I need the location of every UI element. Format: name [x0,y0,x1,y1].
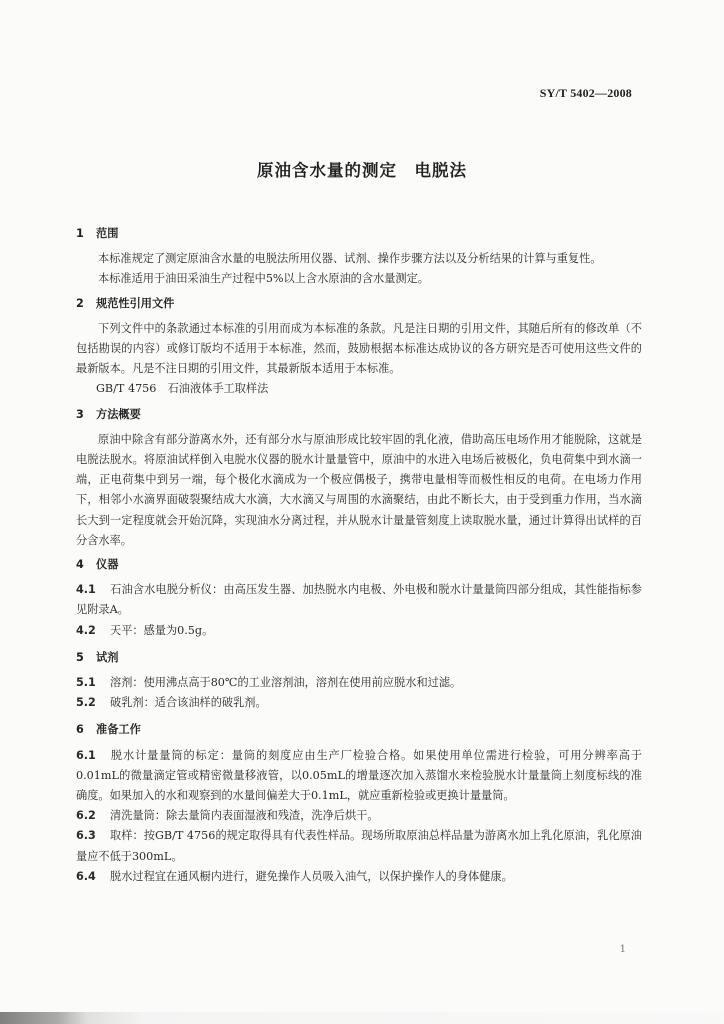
clause-text: 取样：按GB/T 4756的规定取得具有代表性样品。现场所取原油总样品量为游离水加上乳化原油，乳化原油量应不低于300mL。 [76,829,642,863]
clause-text: 天平：感量为0.5g。 [110,623,214,637]
page-number: 1 [619,944,626,955]
clause-item [76,693,642,713]
clause-number: 6.1 [76,748,96,762]
section-number: 3 [76,407,84,421]
section-heading-apparatus [76,555,642,575]
clause-text: 清洗量筒：除去量筒内表面湿液和残渣，洗净后烘干。 [110,809,379,823]
clause-text: 脱水过程宜在通风橱内进行，避免操作人员吸入油气，以保护操作人的身体健康。 [110,869,513,883]
clause-number: 6.4 [76,869,96,883]
clause-number: 4.1 [76,583,96,597]
document-body [76,222,642,887]
clause-item [76,621,642,641]
clause-item [76,580,642,620]
section-title: 方法概要 [96,407,141,421]
section-title: 规范性引用文件 [96,296,175,310]
section-number: 5 [76,650,84,664]
clause-number: 6.3 [76,829,96,843]
paragraph: 本标准适用于油田采油生产过程中5%以上含水原油的含水量测定。 [98,272,429,286]
clause-item [76,746,642,807]
scan-edge-artifact [0,1012,724,1024]
section-title: 范围 [96,227,119,240]
section-number: 6 [76,723,84,737]
clause-text: 破乳剂：适合该油样的破乳剂。 [110,696,267,710]
clause-item [76,806,642,826]
section-number: 4 [76,558,84,572]
clause-item [76,867,642,887]
section-heading-scope [76,224,642,244]
section-title: 准备工作 [96,723,141,737]
clause-number: 6.2 [76,809,96,823]
section-heading-method-summary [76,405,642,425]
section-title: 试剂 [96,650,119,664]
section-heading-normative-references [76,294,642,314]
clause-text: 脱水计量量筒的标定：量筒的刻度应由生产厂检验合格。如果使用单位需进行检验，可用分辨率高于0.01mL的微量滴定管或精密微量移液管，以0.05mL的增量逐次加入蒸馏水来检验脱水计量量筒上刻度标线的准确度。如果加入的水和观察到的水量间偏差大于0.1mL，就应重新检验或更换计量量筒。 [76,748,642,803]
document-title: 原油含水量的测定 电脱法 [257,161,467,180]
clause-item [76,673,642,693]
clause-item [76,826,642,866]
section-number: 2 [76,296,84,310]
paragraph: 本标准规定了测定原油含水量的电脱法所用仪器、试剂、操作步骤方法以及分析结果的计算与重复性。 [98,252,602,266]
section-number: 1 [76,227,84,240]
clause-text: 溶剂：使用沸点高于80℃的工业溶剂油，溶剂在使用前应脱水和过滤。 [110,676,462,690]
standard-code: SY/T 5402—2008 [539,86,632,100]
clause-number: 5.2 [76,696,96,710]
section-heading-preparation [76,720,642,740]
reference-entry: GB/T 4756 石油液体手工取样法 [96,382,269,396]
section-title: 仪器 [96,558,119,572]
clause-number: 5.1 [76,676,96,690]
clause-number: 4.2 [76,623,96,637]
clause-text: 石油含水电脱分析仪：由高压发生器、加热脱水内电极、外电极和脱水计量量筒四部分组成，其性能指标参见附录A。 [76,583,642,617]
paragraph: 原油中除含有部分游离水外，还有部分水与原油形成比较牢固的乳化液，借助高压电场作用才能脱除，这就是电脱法脱水。将原油试样倒入电脱水仪器的脱水计量量管中，原油中的水进入电场后被极化，负电荷集中到水滴一端，正电荷集中到另一端，每个极化水滴成为一个极应偶极子，携带电量相等而极性相反的电荷。在电场力作用下，相邻小水滴界面破裂聚结成大水滴，大水滴又与周围的水滴聚结，由此不断长大，由于受到重力作用，当水滴长大到一定程度就会开始沉降，实现油水分离过程，并从脱水计量量管刻度上读取脱水量，通过计算得出试样的百分含水率。 [76,432,642,547]
paragraph: 下列文件中的条款通过本标准的引用而成为本标准的条款。凡是注日期的引用文件，其随后所有的修改单（不包括勘误的内容）或修订版均不适用于本标准，然而，鼓励根据本标准达成协议的各方研究是否可使用这些文件的最新版本。凡是不注日期的引用文件，其最新版本适用于本标准。 [76,321,642,376]
section-heading-reagents [76,648,642,668]
